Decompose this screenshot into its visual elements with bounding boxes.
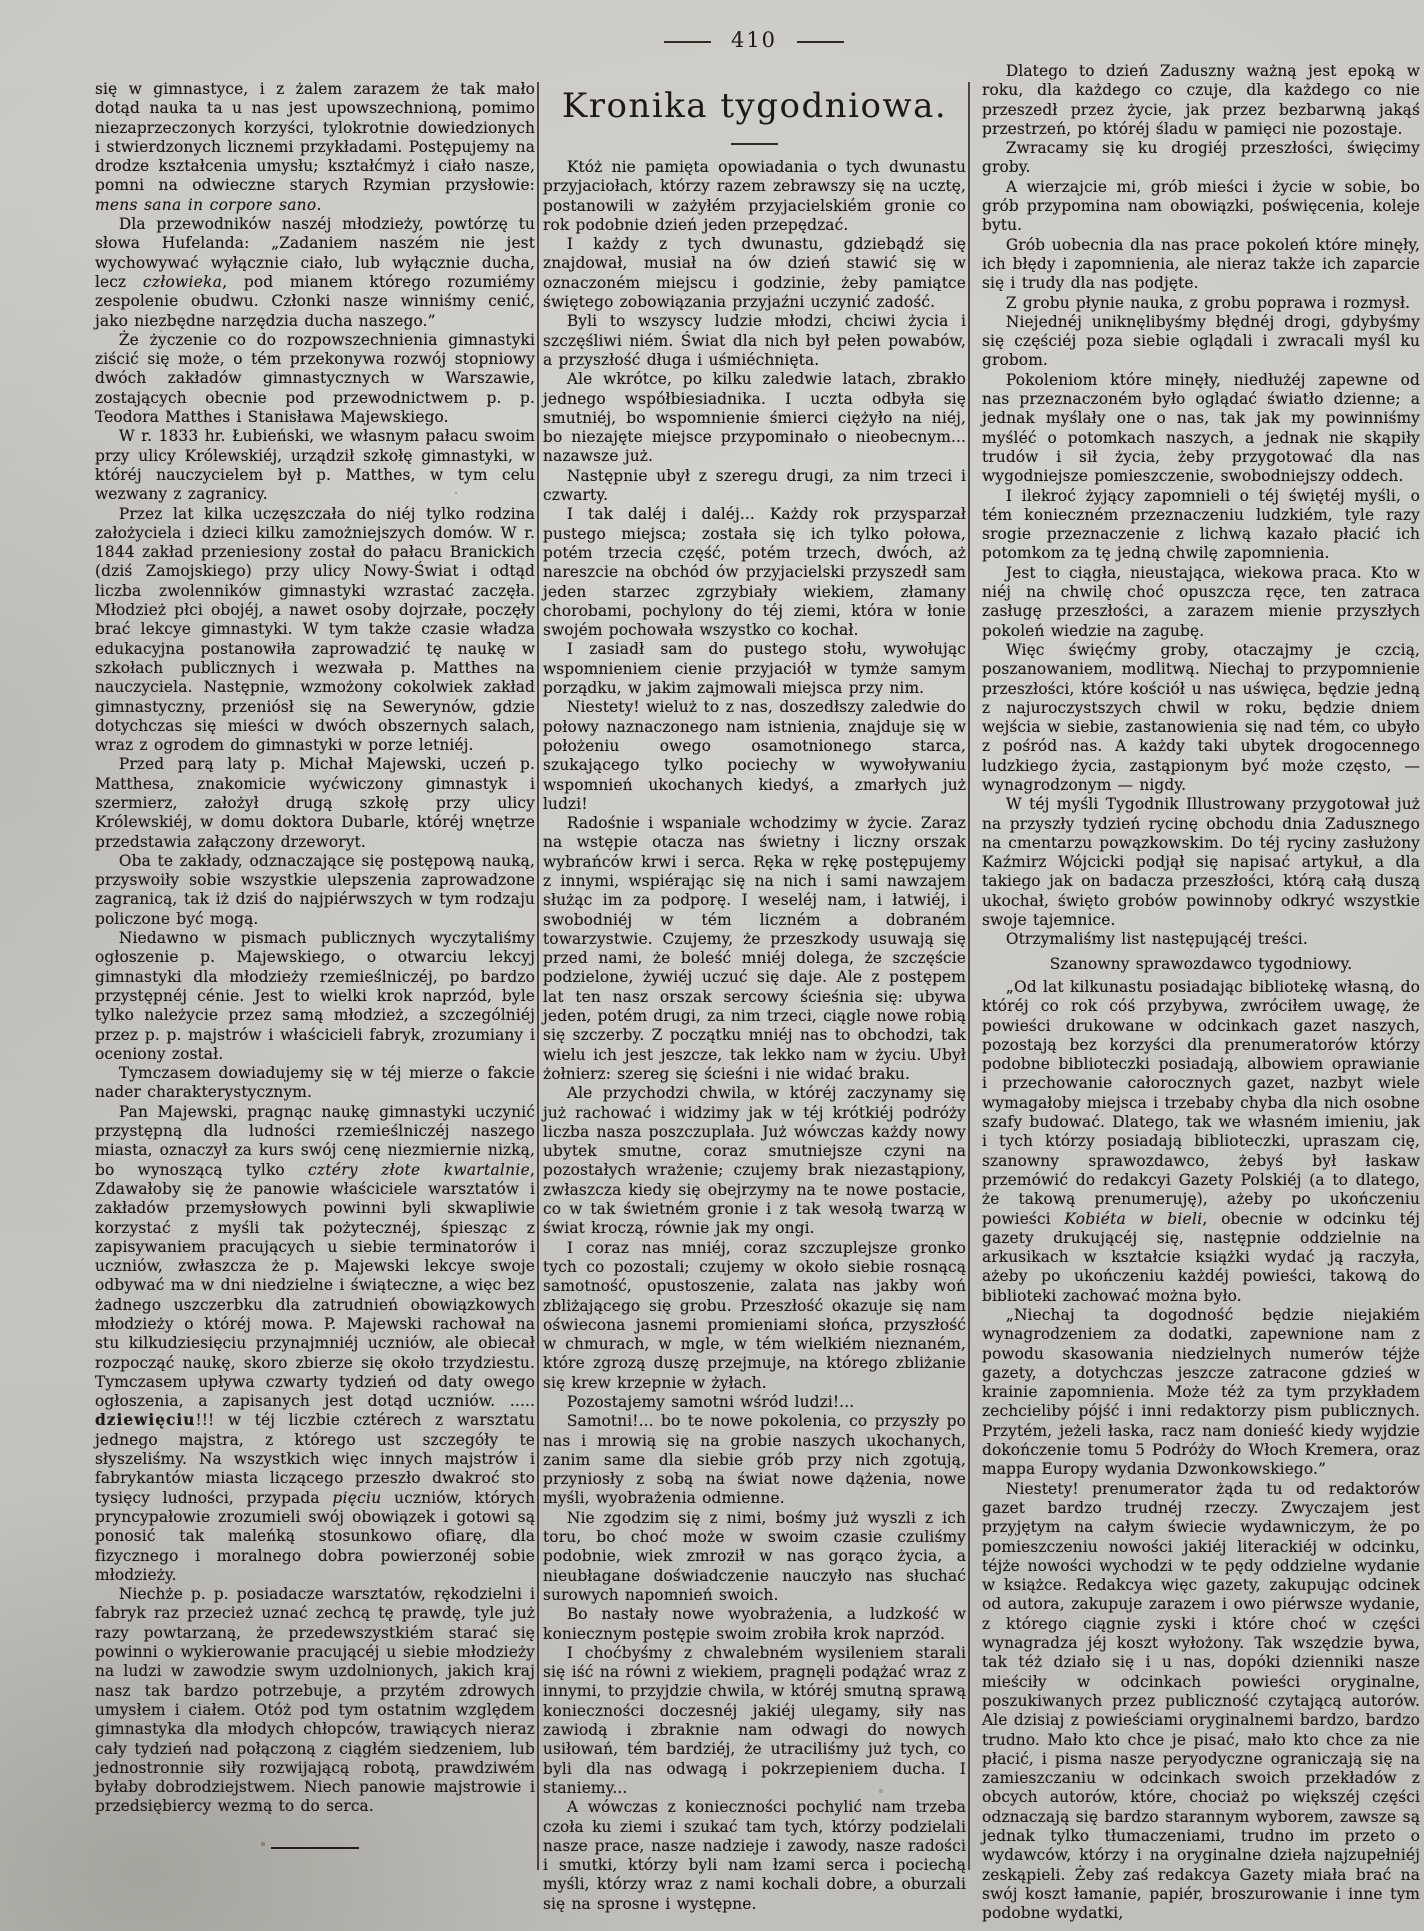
- paragraph: się w gimnastyce, i z żalem zarazem że tak mało dotąd nauka ta u nas jest upowszechnioną, pomimo niezaprzeczonych korzyści, tylokrotnie dowiedzionych i stwierdzonych licznemi przykładami. Postępujemy na drodze kształcenia umysłu; kształćmyż i ciało nasze, pomni na odwieczne starych Rzymian przysłowie: mens sana in corpore sano.: [95, 80, 535, 214]
- paragraph: Niestety! prenumerator żąda tu od redaktorów gazet bardzo trudnéj rzeczy. Zwyczajem jest przyjętym na całym świecie wydawniczym, że po pomieszczeniu nowości jakiéj literackiéj w odcinku, téjże nowości wychodzi w te pędy oddzielne wydanie w książce. Redakcya więc gazety, zakupując odcinek od autora, zakupuje zarazem i owo piérwsze wydanie, z którego ciągnie zyski i które choć w części wynagradza jéj koszt wyłożony. Tak wszędzie bywa, tak téż działo się i u nas, dopóki dzienniki nasze mieściły w odcinkach powieści oryginalne, poszukiwanych przez publiczność czytającą autorów. Ale dzisiaj z powieściami oryginalnemi bardzo, bardzo trudno. Mało kto chce je pisać, mało kto chce za nie płacić, i pisma nasze peryodyczne ograniczają się na zamieszczaniu w odcinkach swoich przekładów z obcych autorów, które, chociaż po większéj części odznaczają się bardzo starannym wyborem, zawsze są jednak tylko tłumaczeniami, trudno im przeto o wydawców, którzy i na oryginalne dzieła najzupełniéj zeskąpieli. Żeby zaś redakcya Gazety miała brać na swój koszt łamanie, papiér, broszurowanie i inne tym podobne wydatki,: [982, 1479, 1420, 1923]
- paragraph: I zasiadł sam do pustego stołu, wywołując wspomnieniem cienie przyjaciół w tymże samym porządku, w jakim zajmowali miejsca przy nim.: [543, 640, 966, 698]
- page-number-header: [543, 28, 965, 52]
- paragraph: Zwracamy się ku drogiéj przeszłości, święcimy groby.: [982, 139, 1420, 177]
- page-number: 410: [730, 28, 778, 52]
- paragraph: Że życzenie co do rozpowszechnienia gimnastyki ziścić się może, o tém przekonywa rozwój stopniowy dwóch zakładów gimnastycznych w Warszawie, zostających obecnie pod przewodnictwem p. p. Teodora Matthes i Stanisława Majewskiego.: [95, 330, 535, 427]
- paragraph: Bo nastały nowe wyobrażenia, a ludzkość w koniecznym postępie swoim zrobiła krok naprzód.: [543, 1605, 966, 1643]
- paragraph: Nie zgodzim się z nimi, bośmy już wyszli z ich toru, bo choć może w swoim czasie czuliśmy podobnie, wiek zmroził w nas gorąco życia, a nieubłagane doświadczenie nauczyło nas słuchać surowych napomnień swoich.: [543, 1508, 966, 1604]
- column-divider-right: [968, 82, 970, 1870]
- paragraph: Przez lat kilka uczęszczała do niéj tylko rodzina założyciela i dzieci kilku zamożniejszych domów. W r. 1844 zakład przeniesiony został do pałacu Branickich (dziś Zamojskiego) przy ulicy Nowy-Świat i odtąd liczba zwolenników gimnastyki wzrastać zaczęła. Młodzież płci obojéj, a nawet osoby dojrzałe, poczęły brać lekcye gimnastyki. W tym także czasie władza edukacyjna postanowiła zaprowadzić tę naukę w szkołach publicznych i wezwała p. Matthes na nauczyciela. Następnie, wzmożony cokolwiek zakład gimnastyczny, przeniósł się na Sewerynów, gdzie dotychczas się mieści w dwóch obszernych salach, wraz z ogrodem do gimnastyki w porze letniéj.: [95, 504, 535, 755]
- paragraph: Niedawno w pismach publicznych wyczytaliśmy ogłoszenie p. Majewskiego, o otwarciu lekcyj gimnastyki dla młodzieży rzemieślniczéj, po bardzo przystępnéj cénie. Jest to wielki krok naprzód, byle tylko należycie przez samą młodzież, a szczególniéj przez p. p. majstrów i właścicieli fabryk, zrozumiany i oceniony został.: [95, 929, 535, 1063]
- paragraph: I choćbyśmy z chwalebném wysileniem starali się iść na równi z wiekiem, pragnęli podążać wraz z innymi, to przyjdzie chwila, w któréj smutną sprawą konieczności doczesnéj jakiéj ulegamy, siły nas zawiodą i zbraknie nam odwagi do nowych usiłowań, tém bardziéj, że utraciliśmy już tych, co byli dla nas odwagą i pokrzepieniem ducha. I staniemy...: [543, 1643, 966, 1797]
- header-dash-left: [664, 41, 711, 43]
- paragraph: I każdy z tych dwunastu, gdziebądź się znajdował, musiał na ów dzień stawić się w oznaczoném miejscu i godzinie, żeby pamiątce świętego zobowiązania przyjaźni uczynić zadość.: [543, 235, 966, 312]
- paragraph: Dla przewodników naszéj młodzieży, powtórzę tu słowa Hufelanda: „Zadaniem naszém nie jest wychowywać wyłącznie ciało, lub wyłącznie ducha, lecz człowieka, pod mianem którego rozumiémy zespolenie obudwu. Członki nasze winniśmy cenić, jako niezbędne narzędzia ducha naszego.”: [95, 215, 535, 330]
- paragraph: Niejednéj uniknęlibyśmy błędnéj drogi, gdybyśmy się częściéj poza siebie oglądali i zwracali myśl ku grobom.: [982, 312, 1420, 370]
- paragraph: Otrzymaliśmy list następującéj treści.: [1005, 930, 1308, 949]
- paragraph: W r. 1833 hr. Łubieński, we własnym pałacu swoim przy ulicy Królewskiéj, urządził szkołę gimnastyki, w któréj nauczycielem był p. Matthes, w tym celu wezwany z zagranicy.: [95, 427, 535, 504]
- paragraph: Więc święćmy groby, otaczajmy je czcią, poszanowaniem, modlitwą. Niechaj to przypomnienie przeszłości, które kościół u nas uświęca, będzie jedną z najuroczystszych chwil w roku, będzie dniem wejścia w siebie, zastanowienia się nad tém, co ubyło z pośród nas. A każdy taki ubytek drogocennego ludzkiego życia, zastąpionym być może często, — wynagrodzonym — nigdy.: [982, 640, 1420, 794]
- paragraph: Samotni!... bo te nowe pokolenia, co przyszły po nas i mrowią się na grobie naszych ukochanych, zanim same dla siebie grób przy nich zgotują, przyniosły z sobą na świat nowe dążenia, nowe myśli, wyobrażenia odmienne.: [543, 1412, 966, 1508]
- article-title: Kronika tygodniowa.: [561, 86, 948, 126]
- column-divider-left: [537, 82, 539, 1870]
- column-left: [95, 80, 535, 1849]
- paragraph: Ale przychodzi chwila, w któréj zaczynamy się już rachować i widzimy jak w téj krótkiéj podróży liczba nasza poszczuplała. Już wówczas każdy nowy ubytek smutne, coraz smutniejsze czyni na pozostałych wrażenie; czujemy brak niezastąpiony, zwłaszcza kiedy się obejrzymy na te nowe postacie, co w tak świetném gronie i z tak wesołą twarzą w świat kroczą, równie jak my ongi.: [543, 1084, 966, 1238]
- letter-salutation: Szanowny sprawozdawco tygodniowy.: [1049, 954, 1353, 973]
- paragraph: Byli to wszyscy ludzie młodzi, chciwi życia i szczęśliwi niém. Świat dla nich był pełen powabów, a przyszłość długa i uśmiéchnięta.: [543, 312, 966, 369]
- title-divider-rule: [731, 143, 778, 145]
- paragraph: Ale wkrótce, po kilku zaledwie latach, zbrakło jednego współbiesiadnika. I uczta odbyła się smutniéj, bo wspomnienie śmierci ciężyło na niéj, bo niezajęte miejsce przypominało o nieobecnym... nazawsze już.: [543, 370, 966, 466]
- paragraph: Niestety! wieluż to z nas, doszedłszy zaledwie do połowy naznaczonego nam istnienia, znajduje się w położeniu owego osamotnionego starca, szukającego tylko pociechy w wywoływaniu wspomnień ukochanych kiedyś, a zmarłych już ludzi!: [543, 698, 966, 813]
- paragraph: Jest to ciągła, nieustająca, wiekowa praca. Kto w niéj na chwilę choć opuszcza ręce, ten zatraca zasługę przeszłości, a zarazem mienie przyszłych pokoleń wiedzie na zagubę.: [982, 563, 1420, 640]
- paragraph: I tak daléj i daléj... Każdy rok przysparzał pustego miejsca; została się ich tylko połowa, potém trzecia część, potém trzech, dwóch, aż nareszcie na obchód ów przyjacielski przyszedł sam jeden starzec zgrzybiały wiekiem, złamany chorobami, pochylony do téj ziemi, która w łonie swojém pochowała wszystko co kochał.: [543, 505, 966, 640]
- paragraph: Pozostajemy samotni wśród ludzi!...: [566, 1393, 855, 1411]
- paragraph: A wówczas z konieczności pochylić nam trzeba czoła ku ziemi i szukać tam tych, którzy podzielali nasze prace, nasze nadzieje i zawody, nasze radości i smutki, którzy byli nam łzami serca i pociechą myśli, którzy wraz z nami kochali dobre, a oburzali się na sprosne i występne.: [543, 1798, 966, 1913]
- paragraph: W téj myśli Tygodnik Illustrowany przygotował już na przyszły tydzień rycinę obchodu dnia Zadusznego na cmentarzu powązkowskim. Do téj ryciny zasłużony Kaźmirz Wójcicki podjął się napisać artykuł, a dla takiego jak on badacza przeszłości, którą całą duszą ukochał, święto grobów powinnoby odkryć wszystkie swoje tajemnice.: [982, 795, 1420, 930]
- paragraph: Niechże p. p. posiadacze warsztatów, rękodzielni i fabryk raz przecież uznać zechcą tę prawdę, tyle już razy powtarzaną, że przedewszystkiém starać się powinni o wykierowanie pracującéj u siebie młodzieży na ludzi w zawodzie swym uzdolnionych, jakich kraj nasz tak bardzo potrzebuje, a przytém zdrowych umysłem i ciałem. Otóż pod tym ostatnim względem gimnastyka dla młodych chłopców, trawiących nieraz cały tydzień nad połączoną z ciągłém siedzeniem, lub jednostronnie siły rozwijającą robotą, prawdziwém byłaby dobrodziejstwem. Niech panowie majstrowie i przedsiębiercy wezmą to do serca.: [95, 1585, 535, 1816]
- paragraph: Z grobu płynie nauka, z grobu poprawa i rozmysł.: [1005, 293, 1411, 312]
- paragraph: „Od lat kilkunastu posiadając bibliotekę własną, do któréj co rok cóś przybywa, zwróciłem uwagę, że powieści drukowane w odcinkach gazet naszych, pozostają bez korzyści dla prenumeratorów którzy podobne biblioteczki posiadają, albowiem oprawianie i przechowanie całorocznych gazet, nazbyt wiele wymagałoby miejsca i trzebaby chyba dla nich osobne szafy budować. Dlatego, tak we własném imieniu, jak i tych którzy posiadają biblioteczki, upraszam cię, szanowny sprawozdawco, żebyś był łaskaw przemówić do redakcyi Gazety Polskiéj (a to dlatego, że takową prenumeruję), ażeby po ukończeniu powieści Kobiéta w bieli, obecnie w odcinku téj gazety drukującéj się, następnie oddzielnie na arkusikach w kształcie książki wydać ją raczyła, ażeby po ukończeniu każdéj powieści, takową do biblioteki zachować można było.: [982, 977, 1421, 1305]
- paragraph: Któż nie pamięta opowiadania o tych dwunastu przyjaciołach, którzy razem zebrawszy się na ucztę, postanowili w zażyłém przyjacielskiém gronie co rok podobnie dzień jeden przepędzać.: [543, 158, 966, 234]
- section-end-rule: [271, 1847, 359, 1849]
- paragraph: Oba te zakłady, odznaczające się postępową nauką, przyswoiły sobie wszystkie ulepszenia zaprowadzone zagranicą, tak iż dziś do najpiérwszych w tym rodzaju policzone być mogą.: [95, 851, 535, 928]
- column-middle-text: [543, 158, 966, 1914]
- paragraph: Pokoleniom które minęły, niedłużéj zapewne od nas przeznaczoném było oglądać światło dzienne; a jednak myślały one o nas, tak jak my powinniśmy myśléć o potomkach naszych, a jednak nie skąpiły trudów i sił życia, żeby przygotować dla nas wygodniejsze pomieszczenie, swobodniejszy oddech.: [982, 370, 1420, 486]
- column-middle: [543, 84, 966, 1914]
- paragraph: Dlatego to dzień Zaduszny ważną jest epoką w roku, dla każdego co czuje, dla każdego co nie przeszedł przez życie, jak przez bezbarwną jakąś przestrzeń, po któréj śladu w pamięci nie pozostaje.: [982, 62, 1420, 138]
- paragraph: I coraz nas mniéj, coraz szczuplejsze gronko tych co pozostali; czujemy w około siebie rosnącą samotność, opustoszenie, zalata nas jakby woń zbliżającego się grobu. Przeszłość okazuje się nam oświecona jasnemi promieniami słońca, przyszłość w chmurach, w mgle, w tém wielkiém nieznaném, które zgrozą duszę przejmuje, na którego zbliżanie się krew krzepnie w żyłach.: [543, 1238, 966, 1392]
- paragraph: A wierzajcie mi, grób mieści i życie w sobie, bo grób przypomina nam obowiązki, poświęcenia, koleje bytu.: [982, 177, 1420, 235]
- paragraph: „Niechaj ta dogodność będzie niejakiém wynagrodzeniem za dodatki, zapewnione nam z powodu skasowania niedzielnych numerów téjże gazety, a dotychczas jeszcze zatracone gdzieś w krainie zapomnienia. Może téż za tym przykładem zechcieliby pójść i inni redaktorzy pism publicznych. Przytém, jeżeli łaska, racz nam donieść kiedy wyjdzie dokończenie tomu 5 Podróży do Włoch Kremera, oraz mappa Europy wydania Dzwonkowskiego.”: [982, 1306, 1420, 1479]
- paragraph: I ilekroć żyjący zapomnieli o téj świętéj myśli, o tém konieczném przeznaczeniu ludzkiém, tyle razy srogie przeznaczenie z lichwą kazało płacić ich potomkom za tę jedną chwilę zapomnienia.: [982, 486, 1420, 563]
- paragraph: Pan Majewski, pragnąc naukę gimnastyki uczynić przystępną dla ludności rzemieślniczéj naszego miasta, oznaczył za kurs swój cenę niezmiernie nizką, bo wynoszącą tylko cztéry złote kwartalnie, Zdawałoby się że panowie właściciele warsztatów i zakładów przemysłowych powinni byli skwapliwie korzystać z myśli tak pożytecznéj, śpiesząc z zapisywaniem pracujących u siebie terminatorów i uczniów, zwłaszcza że p. Majewski lekcye swoje odbywać ma w dni niedzielne i świąteczne, a więc bez żadnego uszczerbku dla zatrudnień obowiązkowych młodzieży o któréj mowa. P. Majewski rachował na stu kilkudziesięciu przynajmniéj uczniów, ale obiecał rozpocząć naukę, skoro zbierze się około trzydziestu. Tymczasem upływa czwarty tydzień od daty owego ogłoszenia, a zapisanych jest dotąd uczniów. ..... dziewięciu!!! w téj liczbie cztérech z warsztatu jednego majstra, z którego ust szczegóły te słyszeliśmy. Na wszystkich więc innych majstrów i fabrykantów miasta liczącego przeszło dwakroć sto tysięcy ludności, przypada pięciu uczniów, których pryncypałowie zrozumieli swój obowiązek i gotowi są ponosić tak maleńką stosunkowo ofiarę, dla fizycznego i moralnego dobra powierzonéj sobie młodzieży.: [95, 1102, 535, 1584]
- paragraph: Radośnie i wspaniale wchodzimy w życie. Zaraz na wstępie otacza nas świetny i liczny orszak wybrańców krwi i serca. Ręka w rękę postępujemy z innymi, wspiérając się na nich i sami nawzajem służąc im za podporę. I weseléj nam, i łatwiéj, i swobodniéj w tém liczném a dobraném towarzystwie. Czujemy, że przeszkody usuwają się przed nami, że boleść mniéj dolega, że szczęście podzielone, żywiéj uczuć się daje. Ale z postępem lat ten nasz orszak sercowy ścieśnia się: ubywa jeden, potém drugi, za nim trzeci, ciągle nowe robią się szczerby. Z początku mniéj nas to obchodzi, tak wielu ich jest jeszcze, tak lekko nam w życiu. Ubył żołnierz: szereg się ścieśni i nie widać braku.: [543, 814, 966, 1083]
- paragraph: Grób uobecnia dla nas prace pokoleń które minęły, ich błędy i zapomnienia, ale nieraz także ich zaparcie się i trudy dla nas podjęte.: [982, 235, 1420, 293]
- paragraph: Tymczasem dowiadujemy się w téj mierze o fakcie nader charakterystycznym.: [95, 1064, 535, 1102]
- paragraph: Przed parą laty p. Michał Majewski, uczeń p. Matthesa, znakomicie wyćwiczony gimnastyk i szermierz, założył drugą szkołę przy ulicy Królewskiéj, w domu doktora Dubarle, któréj wnętrze przedstawia załączony drzeworyt.: [95, 755, 535, 851]
- column-right: [982, 62, 1420, 1924]
- paragraph: Następnie ubył z szeregu drugi, za nim trzeci i czwarty.: [543, 466, 966, 505]
- scan-speckles: [0, 0, 2, 2]
- header-dash-right: [797, 41, 844, 43]
